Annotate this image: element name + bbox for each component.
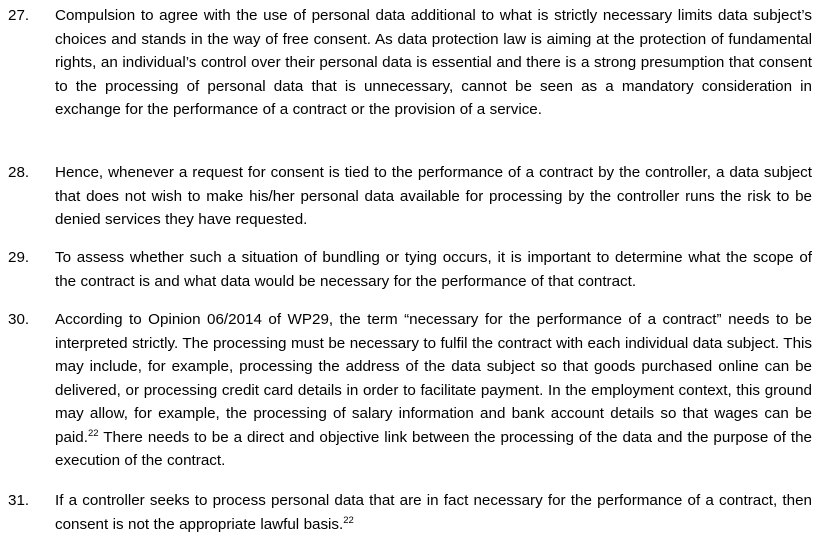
paragraph-text: Compulsion to agree with the use of personal data additional to what is strictly necessary limits data subject’s choices and stands in the way of free consent. As data protection law is aiming at the protection of fundamental rights, an individual’s control over their personal data is essential and there is a strong presumption that consent to the processing of personal data that is unnecessary, cannot be seen as a mandatory consideration in exchange for the performance of a contract or the provision of a service. [55, 7, 812, 118]
footnote-ref-22[interactable]: 22 [343, 514, 354, 526]
paragraph-text [55, 489, 812, 536]
paragraph-number: 31. [8, 492, 30, 509]
paragraph-text: Hence, whenever a request for consent is tied to the performance of a contract by the controller, a data subject that does not wish to make his/her personal data available for processing by the controller runs the risk to be denied services they have requested. [55, 164, 812, 228]
paragraph-number: 29. [8, 249, 30, 266]
paragraph-text-part-b: There needs to be a direct and objective link between the processing of the data and the purpose of the execution of the contract. [55, 428, 812, 469]
paragraph-text: To assess whether such a situation of bundling or tying occurs, it is important to determine what the scope of the contract is and what data would be necessary for the performance of that contract. [55, 249, 812, 290]
paragraph-number: 27. [8, 7, 30, 24]
footnote-ref-22[interactable]: 22 [87, 427, 99, 439]
paragraph-number: 30. [8, 311, 30, 328]
paragraph-text [55, 308, 812, 473]
paragraph-text-part-a: According to Opinion 06/2014 of WP29, the term “necessary for the performance of a contract” needs to be interpreted strictly. The processing must be necessary to fulfil the contract with each individual data subject. This may include, for example, processing the address of the data subject so that goods purchased online can be delivered, or processing credit card details in order to facilitate payment. In the employment context, this ground may allow, for example, the processing of salary information and bank account details so that wages can be paid. [55, 311, 812, 446]
paragraph-text-body: If a controller seeks to process personal data that are in fact necessary for the performance of a contract, then consent is not the appropriate lawful basis. [55, 492, 812, 533]
paragraph-number: 28. [8, 164, 30, 181]
